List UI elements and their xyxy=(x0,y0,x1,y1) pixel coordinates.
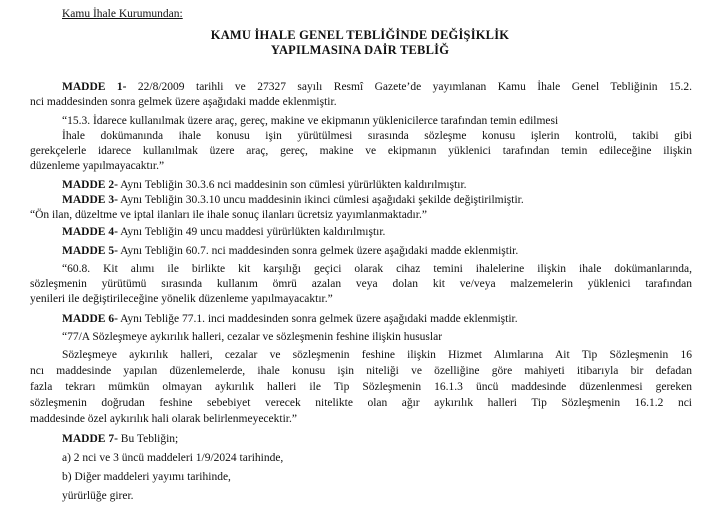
madde6-paragraph xyxy=(62,312,518,326)
document-title-line2: YAPILMASINA DAİR TEBLİĞ xyxy=(270,43,450,57)
madde7-paragraph xyxy=(62,432,178,446)
madde5-quote3: yenileri ile değiştirileceğine yönelik düzenleme yapılmayacaktır.” xyxy=(30,293,333,305)
madde6-body3: fazla tekrarı mümkün olmayan aykırılık halleri ile Tip Sözleşmenin 16.1.3 üncü maddesinde düzenlenmesi gereken xyxy=(30,381,692,393)
madde5-text: Aynı Tebliğin 60.7. nci maddesinden sonra gelmek üzere aşağıdaki madde eklenmiştir. xyxy=(120,245,519,257)
madde1-line1: 22/8/2009 tarihli ve 27327 sayılı Resmî Gazete’de yayımlanan Kamu İhale Genel Tebliğinin 15.2. xyxy=(137,81,692,93)
madde1-label: MADDE 1- xyxy=(62,81,127,93)
madde6-body1: Sözleşmeye aykırılık halleri, cezalar ve sözleşmenin feshine ilişkin Hizmet Alımlarına Ait Tip Sözleşmenin 16 xyxy=(62,349,692,361)
madde4-paragraph xyxy=(62,225,385,239)
madde7-item-a: a) 2 nci ve 3 üncü maddeleri 1/9/2024 tarihinde, xyxy=(62,452,284,464)
madde5-quote2: sözleşmenin yürütümü sırasında kullanım ömrü azalan veya dolan kit ve/veya malzemelerin yüklenici tarafından xyxy=(30,278,692,290)
madde2-paragraph xyxy=(62,178,467,192)
madde5-quote1: “60.8. Kit alımı ile birlikte kit karşılığı geçici olarak cihaz temini ihalelerine ilişkin ihale dokümanlarında, xyxy=(62,263,692,275)
madde7-item-b: b) Diğer maddeleri yayımı tarihinde, xyxy=(62,471,231,483)
madde2-label: MADDE 2- xyxy=(62,179,118,191)
madde7-label: MADDE 7- xyxy=(62,433,118,445)
madde5-paragraph xyxy=(62,244,518,258)
madde7-closing: yürürlüğe girer. xyxy=(62,490,134,502)
madde6-quote-heading: “77/A Sözleşmeye aykırılık halleri, cezalar ve sözleşmenin feshine ilişkin hususlar xyxy=(62,331,443,343)
madde1-line2: nci maddesinden sonra gelmek üzere aşağıdaki madde eklenmiştir. xyxy=(30,96,337,108)
madde7-text: Bu Tebliğin; xyxy=(120,433,179,445)
madde1-body3: düzenleme yapılmayacaktır.” xyxy=(30,160,165,172)
madde6-text: Aynı Tebliğe 77.1. inci maddesinden sonra gelmek üzere aşağıdaki madde eklenmiştir. xyxy=(120,313,518,325)
madde1-body1: İhale dokümanında ihale konusu işin yürütülmesi sırasında sözleşme konusu işlerin kontrolü, takibi gibi xyxy=(62,130,692,142)
madde3-paragraph xyxy=(62,193,524,207)
madde6-body4: sözleşmenin doğrudan feshine sebebiyet verecek nitelikte olan ağır aykırılık halleri Tip Sözleşmenin 16.1.2 nci xyxy=(30,397,692,409)
madde6-label: MADDE 6- xyxy=(62,313,118,325)
issuer-line: Kamu İhale Kurumundan: xyxy=(62,8,183,20)
madde5-label: MADDE 5- xyxy=(62,245,118,257)
madde1-paragraph xyxy=(30,80,692,94)
madde3-label: MADDE 3- xyxy=(62,194,118,206)
document-title-line1: KAMU İHALE GENEL TEBLİĞİNDE DEĞİŞİKLİK xyxy=(210,28,510,42)
madde1-body2: gerekçelerle idarece kullanılmak üzere araç, gereç, makine ve ekipmanın yüklenici tarafından temin edileceğine ilişkin xyxy=(30,145,692,157)
madde2-text: Aynı Tebliğin 30.3.6 nci maddesinin son cümlesi yürürlükten kaldırılmıştır. xyxy=(120,179,467,191)
madde6-body5: maddesinde özel aykırılık hali olarak belirlenmeyecektir.” xyxy=(30,413,297,425)
madde1-quote-heading: “15.3. İdarece kullanılmak üzere araç, gereç, makine ve ekipmanın yüklenicilerce tarafından temin edilmesi xyxy=(62,115,559,127)
madde6-body2: ncı maddesinde yapılan düzenlemelerde, ihale konusu işin niteliği ve özelliğine göre mahiyeti itibarıyla bir defadan xyxy=(30,365,692,377)
madde3-text: Aynı Tebliğin 30.3.10 uncu maddesinin ikinci cümlesi aşağıdaki şekilde değiştirilmiştir. xyxy=(120,194,524,206)
madde4-label: MADDE 4- xyxy=(62,226,118,238)
madde4-text: Aynı Tebliğin 49 uncu maddesi yürürlükten kaldırılmıştır. xyxy=(120,226,386,238)
madde3-quote: “Ön ilan, düzeltme ve iptal ilanları ile ihale sonuç ilanları ücretsiz yayımlanmaktadır.” xyxy=(30,209,427,221)
